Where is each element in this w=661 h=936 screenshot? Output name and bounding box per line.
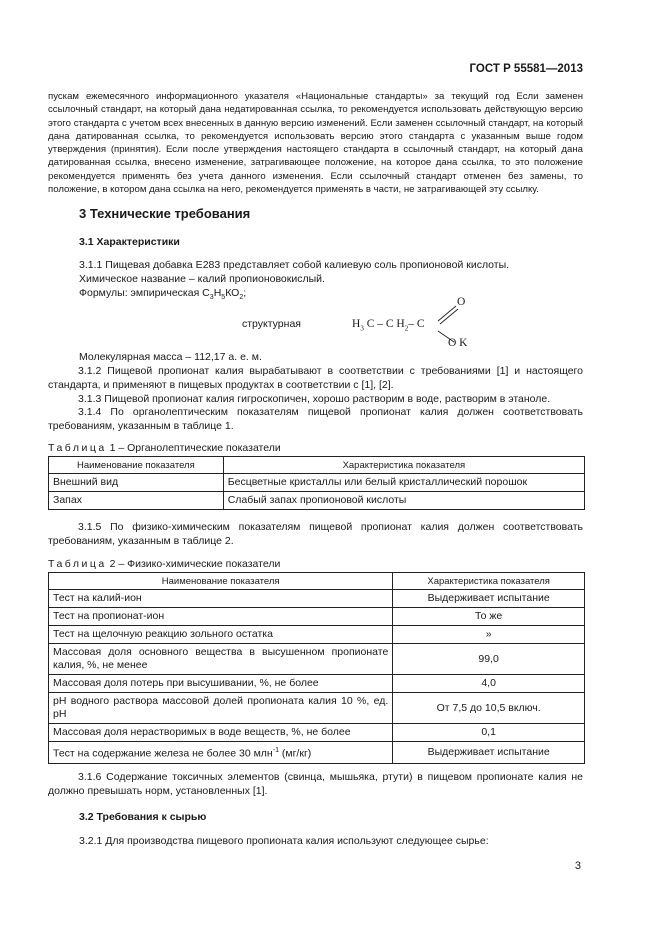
table-row: Тест на щелочную реакцию зольного остатка »	[49, 626, 585, 644]
section-3-2-title: 3.2 Требования к сырью	[79, 811, 207, 823]
table-2-header-value: Характеристика показателя	[393, 573, 585, 590]
formula-main-chain: $H_3$ C – C $H_2-$ C	[352, 318, 425, 333]
table-row: Массовая доля основного вещества в высушенном пропионате калия, %, не менее 99,0	[49, 644, 585, 675]
empirical-formula: Формулы: эмпирическая $С_3Н_5КО_2$;	[79, 287, 247, 302]
para-3-1-5: 3.1.5 По физико-химическим показателям пищевой пропионат калия должен соответствовать требованиям, указанным в таблице 2.	[48, 521, 583, 548]
page-number: 3	[574, 860, 581, 872]
table-row: Внешний вид Бесцветные кристаллы или белый кристаллический порошок	[49, 474, 585, 492]
section-3-title: 3 Технические требования	[79, 206, 251, 221]
table-row: Массовая доля потерь при высушивании, %, не более 4,0	[49, 675, 585, 693]
formula-oxygen-top: O	[457, 296, 466, 308]
para-3-1-1: 3.1.1 Пищевая добавка Е283 представляет собой калиевую соль пропионовой кислоты.	[79, 259, 510, 271]
table-2	[48, 572, 585, 764]
formula-ok-group: O K	[448, 337, 468, 349]
chemical-name: Химическое название – калий пропионовокислый.	[79, 273, 325, 285]
table-row: Тест на калий-ион Выдерживает испытание	[49, 590, 585, 608]
table-2-caption: Таблица 2 – Физико-химические показатели	[48, 558, 281, 570]
table-row: Массовая доля нерастворимых в воде веществ, %, не более 0,1	[49, 724, 585, 742]
para-3-1-3: 3.1.3 Пищевой пропионат калия гигроскопичен, хорошо растворим в воде, растворим в этаноле.	[78, 393, 551, 405]
para-3-2-1: 3.2.1 Для производства пищевого пропионата калия используют следующее сырье:	[79, 835, 489, 847]
structural-formula	[242, 294, 502, 354]
para-3-1-6: 3.1.6 Содержание токсичных элементов (свинца, мышьяка, ртути) в пищевом пропионате калия не должно превышать норм, установленных [1].	[48, 771, 583, 798]
section-3-1-title: 3.1 Характеристики	[79, 236, 180, 248]
table-2-header-name: Наименование показателя	[49, 573, 393, 590]
table-row: Тест на пропионат-ион То же	[49, 608, 585, 626]
table-1-caption: Таблица 1 – Органолептические показатели	[48, 442, 281, 454]
para-3-1-2: 3.1.2 Пищевой пропионат калия вырабатывают в соответствии с требованиями [1] и настоящего стандарта, и применяют в пищевых продуктах в соответствии с [1], [2].	[48, 365, 583, 392]
standard-number: ГОСТ Р 55581—2013	[469, 63, 583, 75]
table-row: Тест на содержание железа не более 30 млн$^{-1}$ (мг/кг) Выдерживает испытание	[49, 742, 585, 764]
structural-label: структурная	[242, 318, 301, 330]
table-row: рН водного раствора массовой долей пропионата калия 10 %, ед. рН От 7,5 до 10,5 включ.	[49, 693, 585, 724]
para-3-1-4: 3.1.4 По органолептическим показателям пищевой пропионат калия должен соответствовать требованиям, указанным в таблице 1.	[48, 406, 583, 433]
table-1-header-name: Наименование показателя	[49, 457, 224, 474]
table-1	[48, 456, 585, 510]
intro-paragraph: пускам ежемесячного информационного указателя «Национальные стандарты» за текущий год Если заменен ссылочный стандарт, на который дана недатированная ссылка, то рекомендуется использовать действующую версию этого стандарта с учетом всех внесенных в данную версию изменений. Если заменен ссылочный стандарт, на который дана датированная ссылка, то рекомендуется использовать версию этого стандарта с указанным выше годом утверждения (принятия). Если после утверждения настоящего стандарта в ссылочный стандарт, на который дана датированная ссылка, внесено изменение, затрагивающее положение, на которое дана ссылка, то это положение рекомендуется применять без учета данного изменения. Если ссылочный стандарт отменен без замены, то положение, в котором дана ссылка на него, рекомендуется применять в части, не затрагивающей эту ссылку.	[48, 91, 583, 196]
table-row: Запах Слабый запах пропионовой кислоты	[49, 492, 585, 510]
molecular-mass: Молекулярная масса – 112,17 а. е. м.	[79, 351, 262, 363]
table-1-header-value: Характеристика показателя	[223, 457, 584, 474]
